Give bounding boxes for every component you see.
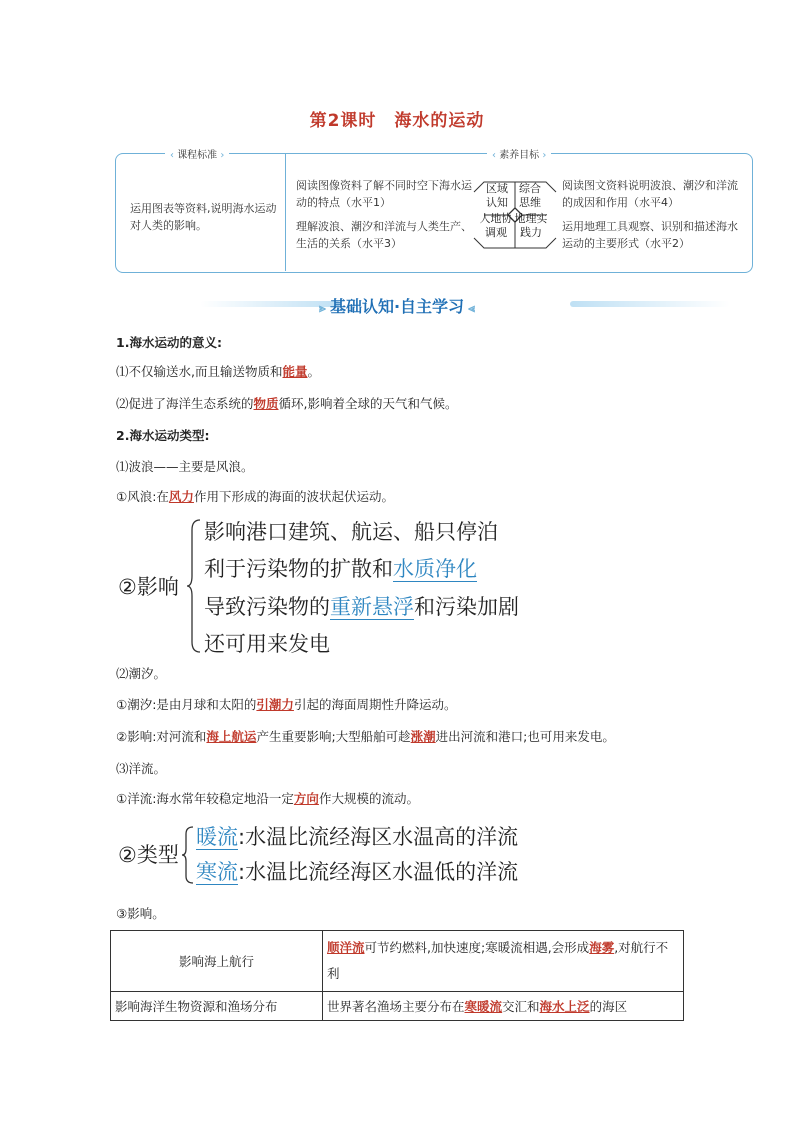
tide-imp-mid: 产生重要影响;大型船舶可趁 [256,729,411,744]
answer-wind-force: 风力 [168,489,194,504]
answer-follow-current: 顺洋流 [327,940,365,955]
table-cell-content [323,931,684,992]
table-r2-mid: 交汇和 [502,999,540,1014]
center-human-earth: 人地协调观 [479,212,513,239]
wave-impact-2 [204,553,477,583]
s1-l1-post: 。 [307,364,321,379]
table-r2-pre: 世界著名渔场主要分布在 [327,999,465,1014]
goal-right-bottom: 运用地理工具观察、识别和描述海水运动的主要形式（水平2） [562,220,738,250]
center-integrated-thinking: 综合思维 [519,182,541,209]
answer-warm-current: 暖流 [196,825,238,849]
goals-label: ‹ 素养目标 › [487,146,551,161]
wave-title: ⑴波浪——主要是风浪。 [116,459,254,474]
standards-label: ‹ 课程标准 › [165,146,229,161]
warm-current-line [196,821,518,851]
table-cell-label: 影响海洋生物资源和渔场分布 [111,992,323,1021]
table-r2-post: 的海区 [589,999,628,1014]
goal-left-top: 阅读图像资料了解不同时空下海水运动的特点（水平1） [296,179,472,209]
cold-current-text: :水温比流经海区水温低的洋流 [238,860,519,884]
table-cell-label: 影响海上航行 [111,931,323,992]
table-r1-mid: 可节约燃料,加快速度;寒暖流相遇,会形成 [364,940,590,955]
answer-energy: 能量 [282,364,308,379]
wave-impact-2-pre: 利于污染物的扩散和 [204,557,393,581]
answer-upwelling: 海水上泛 [539,999,590,1014]
s1-l1-pre: ⑴不仅输送水,而且输送物质和 [116,364,283,379]
current-title: ⑶洋流。 [116,761,167,776]
warm-current-text: :水温比流经海区水温高的洋流 [238,825,519,849]
answer-resuspension: 重新悬浮 [330,595,414,619]
answer-sea-shipping: 海上航运 [206,729,257,744]
wave-def-post: 作用下形成的海面的波状起伏运动。 [193,489,394,504]
section2-heading: 2.海水运动类型: [116,428,210,443]
answer-direction: 方向 [293,791,319,806]
answer-material: 物质 [253,396,279,411]
wave-impact-3-post: 和污染加剧 [414,595,519,619]
standards-text: 运用图表等资料,说明海水运动对人类的影响。 [130,202,277,232]
center-geo-practice: 地理实践力 [514,212,548,239]
s1-l2-pre: ⑵促进了海洋生态系统的 [116,396,254,411]
table-row [111,931,684,992]
current-def-post: 作大规模的流动。 [318,791,419,806]
goal-right-top: 阅读图文资料说明波浪、潮汐和洋流的成因和作用（水平4） [562,179,738,209]
cold-current-line [196,856,518,886]
impact-table [110,930,684,1021]
wave-impact-3-pre: 导致污染物的 [204,595,330,619]
wave-impact-4: 还可用来发电 [204,632,330,656]
current-type-label: ②类型 [118,843,179,867]
current-def-pre: ①洋流:海水常年较稳定地沿一定 [116,791,294,806]
objectives-divider [285,153,286,271]
current-type-brace [181,825,195,885]
s1-l2-post: 循环,影响着全球的天气和气候。 [278,396,458,411]
tide-title: ⑵潮汐。 [116,666,167,681]
answer-tidal-force: 引潮力 [256,697,294,712]
tide-def-post: 引起的海面周期性升降运动。 [293,697,457,712]
banner-text: 基础认知·自主学习 [329,297,465,316]
answer-warm-cold-meet: 寒暖流 [464,999,503,1014]
table-row [111,992,684,1021]
standards-label-text: 课程标准 [177,150,218,161]
wave-def-pre: ①风浪:在 [116,489,169,504]
page-title: 第2课时 海水的运动 [309,111,485,131]
goals-label-text: 素养目标 [499,150,540,161]
wave-definition [116,488,394,506]
table-r1-post: ,对航行不利 [327,940,669,981]
wave-impact-3 [204,591,519,621]
wave-impact-label: ②影响 [118,575,179,599]
wave-impact-1: 影响港口建筑、航运、船只停泊 [204,520,498,544]
table-cell-content [323,992,684,1021]
center-regional-cognition: 区域认知 [486,182,508,209]
answer-cold-current: 寒流 [196,860,238,884]
wave-impact-brace [186,518,202,654]
tide-imp-pre: ②影响:对河流和 [116,729,207,744]
current-impact-title: ③影响。 [116,906,165,921]
section1-line2 [116,395,458,413]
answer-water-purification: 水质净化 [393,557,477,581]
answer-high-tide: 涨潮 [410,729,436,744]
answer-sea-fog: 海雾 [589,940,615,955]
tide-definition [116,696,456,714]
tide-imp-post: 进出河流和港口;也可用来发电。 [435,729,615,744]
section-banner: ⪢ 基础认知·自主学习 ⪡ [319,297,475,316]
section1-line1 [116,363,320,381]
tide-def-pre: ①潮汐:是由月球和太阳的 [116,697,257,712]
current-definition [116,790,419,808]
section1-heading: 1.海水运动的意义: [116,335,222,350]
tide-impact [116,728,615,746]
goal-left-bottom: 理解波浪、潮汐和洋流与人类生产、生活的关系（水平3） [296,220,472,250]
